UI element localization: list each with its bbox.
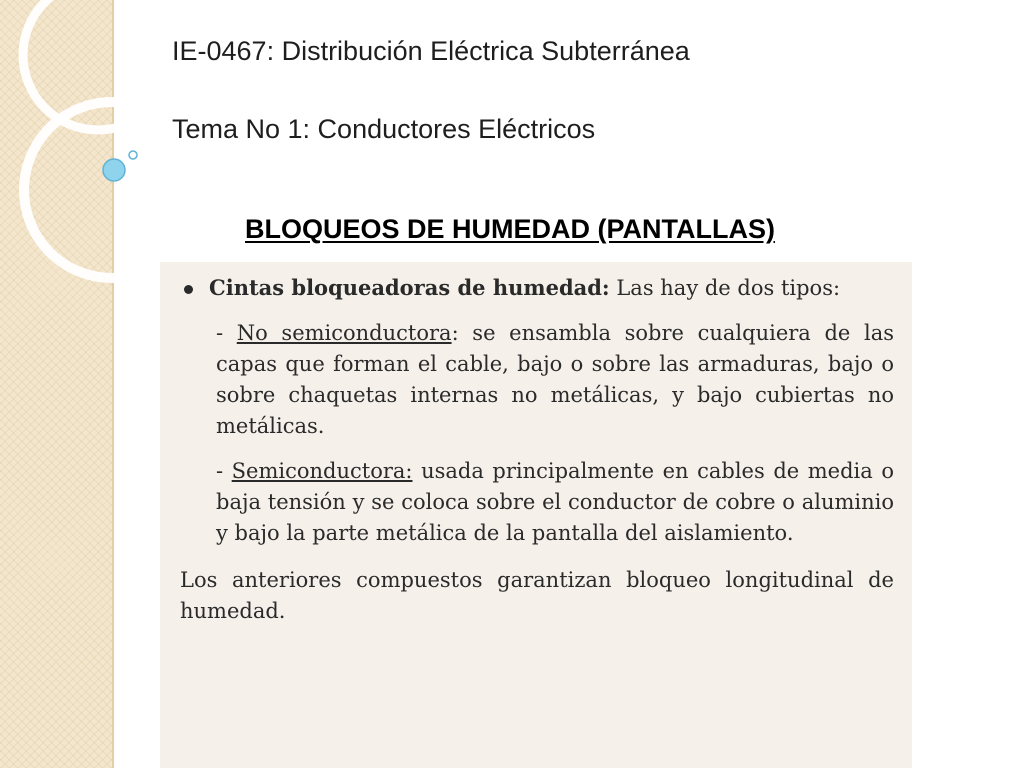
scanned-text-image [160, 262, 912, 768]
decorative-dot-large [103, 159, 125, 181]
item2-text: usada principalmente en cables de media o baja tensión y se coloca sobre el conductor de cobre o aluminio y bajo la parte metálica de la pantalla del aislamiento. [216, 459, 894, 545]
topic-title: Tema No 1: Conductores Eléctricos [172, 114, 596, 144]
bullet-row [178, 272, 894, 304]
bullet-term: Cintas bloqueadoras de humedad: [209, 275, 610, 300]
slide-heading: BLOQUEOS DE HUMEDAD (PANTALLAS) [245, 214, 775, 244]
item1-dash: - [216, 321, 237, 345]
decorative-dot-small [129, 151, 137, 159]
item2-dash: - [216, 459, 232, 483]
item1-text: : se ensambla sobre cualquiera de las capas que forman el cable, bajo o sobre las armaduras, bajo o sobre chaquetas internas no metálicas, y bajo cubiertas no metálicas. [216, 321, 894, 438]
decorative-rings [0, 0, 200, 300]
item2-term: Semiconductora: [231, 459, 413, 483]
bullet-text: Las hay de dos tipos: [609, 276, 841, 300]
item-no-semiconductora [178, 318, 894, 442]
item-semiconductora [178, 456, 894, 549]
course-title: IE-0467: Distribución Eléctrica Subterránea [172, 36, 690, 66]
closing-paragraph: Los anteriores compuestos garantizan bloqueo longitudinal de humedad. [180, 568, 894, 623]
item1-term: No semiconductora [236, 321, 452, 345]
bullet-paragraph [209, 272, 840, 304]
bullet-dot-icon [184, 285, 193, 294]
